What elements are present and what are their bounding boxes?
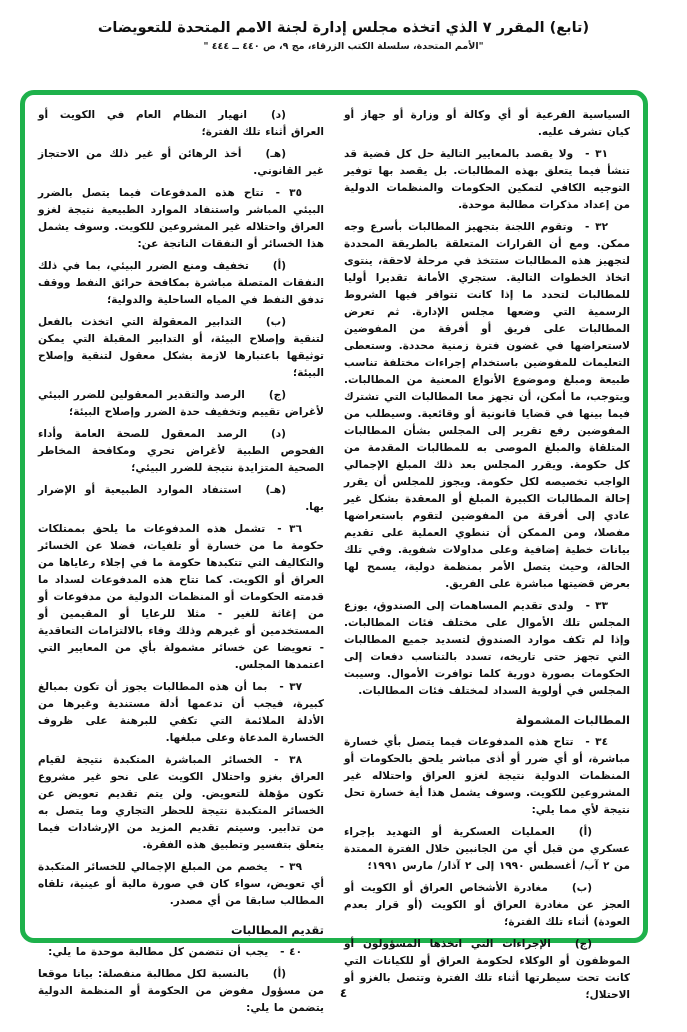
section-heading-claim-submission: تقديم المطالبات xyxy=(231,923,324,937)
paragraph-number: ٣٢ - xyxy=(584,221,608,233)
paragraph-text: الرصد والتقدير المعقولين للضرر البيئي لأغراض تقييم وتخفيف حدة الضرر وإصلاح البيئة؛ xyxy=(38,389,324,418)
paragraph-text: العمليات العسكرية أو التهديد بإجراء عسكري من قبل أي من الجانبين خلال الفترة الممتدة من ٢ آب/ أغسطس ١٩٩٠ إلى ٢ آذار/ مارس ١٩٩١؛ xyxy=(344,826,630,872)
page-number: ٤ xyxy=(339,986,348,1000)
paragraph-38 xyxy=(38,752,324,854)
subparagraph-e xyxy=(38,146,324,180)
paragraph-34 xyxy=(344,734,630,819)
paragraph-text: بما أن هذه المطالبات يجوز أن تكون بمبالغ كبيرة، فيجب أن تدعمها أدلة مستندية وغيرها من الأدلة الملائمة التي تكفي للبرهنة على ظروف الخسارة المدعاة وعلى مبلغها. xyxy=(38,681,324,744)
subparagraph-letter: (ب) xyxy=(571,882,592,894)
paragraph-39 xyxy=(38,859,324,910)
subparagraph-letter: (أ) xyxy=(578,826,592,838)
subparagraph-letter: (هـ) xyxy=(265,484,286,496)
paragraph-text: بالنسبة لكل مطالبة منفصلة: بيانا موقعا من مسؤول مفوض من الحكومة أو المنظمة الدولية يتضمن ما يلي: xyxy=(38,968,324,1014)
subparagraph-d xyxy=(38,107,324,141)
paragraph-text: التدابير المعقولة التي اتخذت بالفعل لتنقية وإصلاح البيئة، أو التدابير المقبلة التي يمكن توثيقها باعتبارها لازمة بشكل معقول لتنقية وإصلاح البيئة؛ xyxy=(38,316,324,379)
paragraph-number: ٣٤ - xyxy=(585,736,608,748)
paragraph-text: تتاح هذه المدفوعات فيما يتصل بالضرر البيئي المباشر واستنفاد الموارد الطبيعية نتيجة لغزو العراق واحتلاله غير المشروعين للكويت. وسوف يشمل هذا الخسائر أو النفقات الناتجة عن: xyxy=(38,187,324,250)
paragraph-text: الخسائر المباشرة المتكبدة نتيجة لقيام العراق بغزو واحتلال الكويت على نحو غير مشروع تكون مؤهلة للتعويض. ولن يتم تقديم تعويض عن الخسائر المتكبدة نتيجة للحظر التجاري وما يتصل به من تدابير. وسيتم تقديم المزيد من الإرشادات فيما يتعلق بتفسير وتطبيق هذه الفقرة. xyxy=(38,754,324,851)
subparagraph-letter: (ب) xyxy=(265,316,286,328)
section-heading-covered-claims: المطالبات المشمولة xyxy=(515,713,630,727)
paragraph-40 xyxy=(38,944,324,961)
paragraph-number: ٣٩ - xyxy=(279,861,302,873)
document-source-citation: "الأمم المتحدة، سلسلة الكتب الزرقاء، مج ٩، ص ٤٤٠ ــ ٤٤٤ " xyxy=(203,41,484,52)
paragraph-number: ٤٠ - xyxy=(280,946,302,958)
paragraph-text: تتاح هذه المدفوعات فيما يتصل بأي خسارة مباشرة، أو أي ضرر أو أذى مباشر يلحق بالحكومات أو المنظمات الدولية نتيجة لغزو العراق واحتلاله غير المشروعين للكويت. وسوف يشمل هذا أية خسارة تحل نتيجة لأي مما يلي: xyxy=(344,736,630,816)
paragraph-text: استنفاد الموارد الطبيعية أو الإضرار بها. xyxy=(38,484,324,513)
document-title: (تابع) المقرر ٧ الذي اتخذه مجلس إدارة لجنة الامم المتحدة للتعويضات xyxy=(97,20,590,36)
paragraph-number: ٣٥ - xyxy=(275,187,302,199)
subparagraph-b xyxy=(38,314,324,382)
paragraph-text: وتقوم اللجنة بتجهيز المطالبات بأسرع وجه ممكن. ومع أن القرارات المتعلقة بالطريقة المحددة لتجهيز هذه المطالبات ستتخذ في مرحلة لاحقة، ينتوى اتخاذ الخطوات التالية. ستجري الأمانة تقديرا أوليا للمطالبات لتحدد ما إذا كانت تتوافر فيها الشروط الرسمية التي وضعها مجلس الإدارة. ثم تعرض المطالبات على فريق أو أفرقة من المفوضين لاستعراضها في غضون فترة زمنية محددة. وستعطى التعليمات للمفوضين باستخدام إجراءات مختلفة تناسب طبيعة ومبلغ وموضوع الأنواع المعنية من المطالبات. ويتوجب، ما أمكن، أن تجهز معا المطالبات التي تشترك فيما بينها في قضايا قانونية أو وقائعية. وسيطلب من المفوضين رفع تقرير إلى المجلس بشأن المطالبات المتلقاة والمبلغ الموصى به للمطالبات المقدمة من كل حكومة. ويقرر المجلس بعد ذلك المبلغ الإجمالي الواجب تخصيصه لكل حكومة. ويجوز للمجلس أن يقرر إحالة المطالبات الكبيرة المبلغ أو المعقدة بشكل غير عادي إلى أفرقة من المفوضين لتقوم باستعراضها مفصلا، ومن الممكن أن تنطوي العملية على تقديم بيانات خطية إضافية وعلى مداولات شفوية. وفي تلك الحالة، وحيث يتصل الأمر بمنظمة دولية، يسمح لها بعرض قضيتها مباشرة على الفريق. xyxy=(344,221,630,590)
paragraph-text: تخفيف ومنع الضرر البيئي، بما في ذلك النفقات المتصلة مباشرة بمكافحة حرائق النفط ووقف تدفق النفط في المياه الساحلية والدولية؛ xyxy=(38,260,324,306)
paragraph-text: السياسية الفرعية أو أي وكالة أو وزارة أو جهاز أو كيان تشرف عليه. xyxy=(344,109,630,138)
paragraph-text: تشمل هذه المدفوعات ما يلحق بممتلكات حكومة ما من خسارة أو تلفيات، فضلا عن الخسائر والتكاليف التي تتكبدها حكومة ما في إجلاء رعاياها من العراق أو الكويت. كما تتاح هذه المدفوعات لسداد ما قدمته الحكومات أو المنظمات الدولية من مدفوعات أو من إغاثة للغير - مثلا للرعايا أو المقيمين أو المستخدمين أو غيرهم وذلك وفاء بالالتزامات التعاقدية - تعويضا عن خسائر مشمولة بأي من المعايير التي اعتمدها المجلس. xyxy=(38,523,324,671)
column-right xyxy=(344,107,630,1001)
paragraph-text: الرصد المعقول للصحة العامة وأداء الفحوص الطبية لأغراض تحري ومكافحة المخاطر الصحية المتزايدة نتيجة للضرر البيئي؛ xyxy=(38,428,324,474)
subparagraph-c xyxy=(38,387,324,421)
paragraph-text: يخصم من المبلغ الإجمالي للخسائر المتكبدة أي تعويض، سواء كان في صورة مالية أو عينية، تلقاه المطالب سابقا من أي مصدر. xyxy=(38,861,324,907)
subparagraph-letter: (هـ) xyxy=(265,148,286,160)
green-border-frame xyxy=(20,90,648,1014)
paragraph-text: مغادرة الأشخاص العراق أو الكويت أو العجز عن مغادرة العراق أو الكويت (أو قرار بعدم العودة) أثناء تلك الفترة؛ xyxy=(344,882,630,928)
subparagraph-letter: (أ) xyxy=(272,968,286,980)
subparagraph-d xyxy=(38,426,324,477)
page-header xyxy=(0,20,687,52)
subparagraph-letter: (د) xyxy=(271,428,286,440)
subparagraph-e xyxy=(38,482,324,516)
subparagraph-letter: (ج) xyxy=(268,389,286,401)
paragraph-text: الإجراءات التي اتخذها المسؤولون أو الموظفون أو الوكلاء لحكومة العراق أو للكيانات التي كانت تحت سيطرتها أثناء تلك الفترة وتتصل بالغزو أو الاحتلال؛ xyxy=(344,938,630,1001)
paragraph-33 xyxy=(344,598,630,700)
paragraph-31 xyxy=(344,146,630,214)
subparagraph-letter: (أ) xyxy=(272,260,286,272)
subparagraph-letter: (د) xyxy=(271,109,286,121)
paragraph-37 xyxy=(38,679,324,747)
paragraph-32 xyxy=(344,219,630,593)
paragraph-text: ولدى تقديم المساهمات إلى الصندوق، يوزع المجلس تلك الأموال على مختلف فئات المطالبات. وإذا لم تكف موارد الصندوق لتسديد جميع المطالبات التي تجهز حتى تاريخه، تسدد بالتناسب دفعات إلى الحكومات بصورة دورية كلما توافرت الأموال. وسيبت المجلس في أولوية السداد لمختلف فئات المطالبات. xyxy=(344,600,630,697)
column-left xyxy=(38,107,324,1014)
paragraph-text: ولا يقصد بالمعايير التالية حل كل قضية قد تنشأ فيما يتعلق بهذه المطالبات. بل يقصد بها توفير التوجيه الكافي لتمكين الحكومات والمنظمات الدولية من إعداد مذكرات مطالبة موحدة. xyxy=(344,148,630,211)
paragraph-number: ٣٧ - xyxy=(279,681,303,693)
subparagraph-a xyxy=(38,258,324,309)
paragraph-number: ٣١ - xyxy=(585,148,608,160)
paragraph-number: ٣٦ - xyxy=(277,523,302,535)
paragraph-text: انهيار النظام العام في الكويت أو العراق أثناء تلك الفترة؛ xyxy=(38,109,324,138)
paragraph-continuation xyxy=(344,107,630,141)
subparagraph-b xyxy=(344,880,630,931)
paragraph-number: ٣٨ - xyxy=(274,754,302,766)
paragraph-text: أخذ الرهائن أو غير ذلك من الاحتجاز غير القانوني. xyxy=(38,148,324,177)
paragraph-number: ٣٣ - xyxy=(585,600,608,612)
subparagraph-letter: (ج) xyxy=(574,938,592,950)
two-column-layout xyxy=(38,107,630,1014)
paragraph-36 xyxy=(38,521,324,674)
paragraph-35 xyxy=(38,185,324,253)
subparagraph-a xyxy=(344,824,630,875)
paragraph-text: يجب أن تتضمن كل مطالبة موحدة ما يلي: xyxy=(48,946,269,958)
